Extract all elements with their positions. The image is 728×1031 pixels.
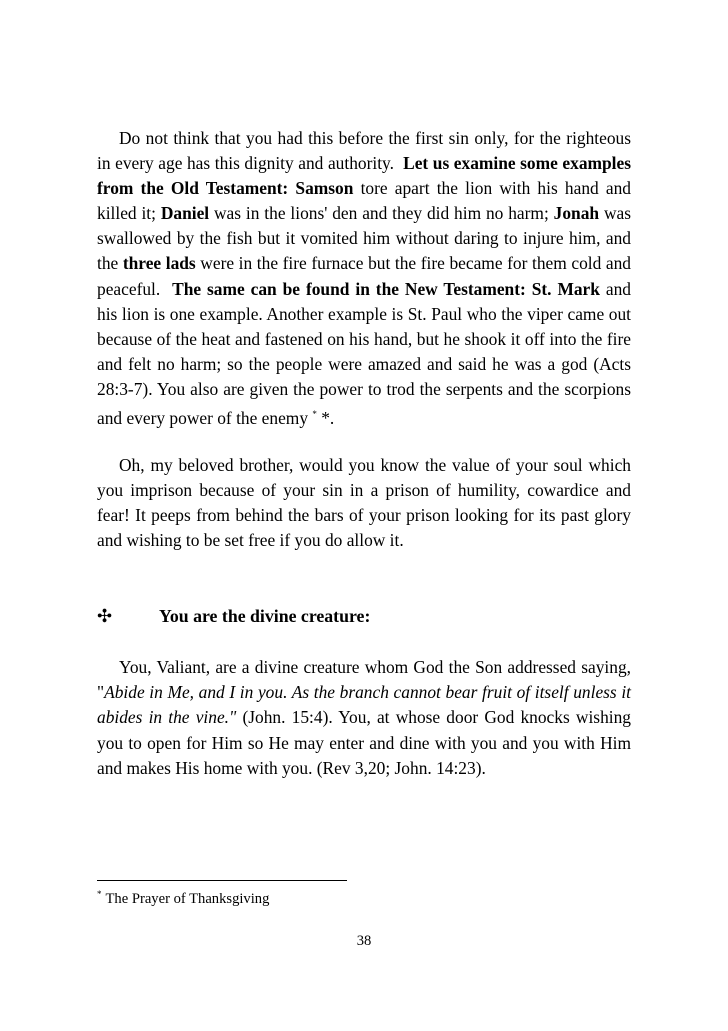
footnote-text: The Prayer of Thanksgiving bbox=[105, 890, 270, 907]
page-body bbox=[97, 126, 631, 781]
p1-bold-1: Let us examine some examples from the Old Testament: Samson bbox=[97, 153, 631, 199]
p1-text-1: Do not think that you had this before the first sin only, for the righteous in every age has this dignity and authority. bbox=[97, 128, 631, 174]
p1-text-3: was in the lions' den and they did him no harm; bbox=[209, 203, 554, 224]
p1-bold-new-testament: The same can be found in the New Testament: St. Mark bbox=[172, 278, 600, 299]
footnote bbox=[97, 889, 269, 908]
footnote-mark: * bbox=[97, 889, 102, 899]
p1-text-7: *. bbox=[316, 407, 335, 428]
paragraph-3 bbox=[97, 655, 631, 780]
p1-text-6: and his lion is one example. Another example is St. Paul who the viper came out because of the heat and fastened on his hand, but he shook it off into the fire and felt no harm; so the people were amazed and said he was a god (Acts 28:3-7). You also are given the power to trod the serpents and the scorpions and every power of the enemy bbox=[97, 278, 631, 428]
footnote-reference: * bbox=[312, 409, 317, 420]
footnote-divider bbox=[97, 880, 347, 881]
section-heading bbox=[97, 603, 631, 629]
p1-text-5: were in the fire furnace but the fire became for them cold and peaceful. bbox=[97, 253, 632, 299]
page-number: 38 bbox=[356, 933, 372, 949]
section-heading-title: You are the divine creature: bbox=[159, 605, 371, 626]
p1-bold-jonah: Jonah bbox=[553, 203, 600, 224]
p1-bold-three-lads: three lads bbox=[122, 253, 196, 274]
p1-bold-daniel: Daniel bbox=[160, 203, 210, 224]
p3-text-2: (John. 15:4). You, at whose door God knocks wishing you to open for Him so He may enter and dine with you and you with Him and makes His home with you. (Rev 3,20; John. 14:23). bbox=[97, 707, 631, 778]
p3-text-1: You, Valiant, are a divine creature whom God the Son addressed saying, " bbox=[97, 657, 631, 703]
p1-text-4: was swallowed by the fish but it vomited him without daring to injure him, and the bbox=[97, 203, 631, 274]
ornament-bullet-icon: ✣ bbox=[97, 605, 113, 626]
p3-quote: Abide in Me, and I in you. As the branch cannot bear fruit of itself unless it abides in the vine." bbox=[97, 682, 631, 728]
p1-text-2: tore apart the lion with his hand and killed it; bbox=[97, 178, 631, 224]
paragraph-1 bbox=[97, 126, 631, 431]
paragraph-2: Oh, my beloved brother, would you know the value of your soul which you imprison because of your sin in a prison of humility, cowardice and fear! It peeps from behind the bars of your prison looking for its past glory and wishing to be set free if you do allow it. bbox=[97, 454, 631, 551]
